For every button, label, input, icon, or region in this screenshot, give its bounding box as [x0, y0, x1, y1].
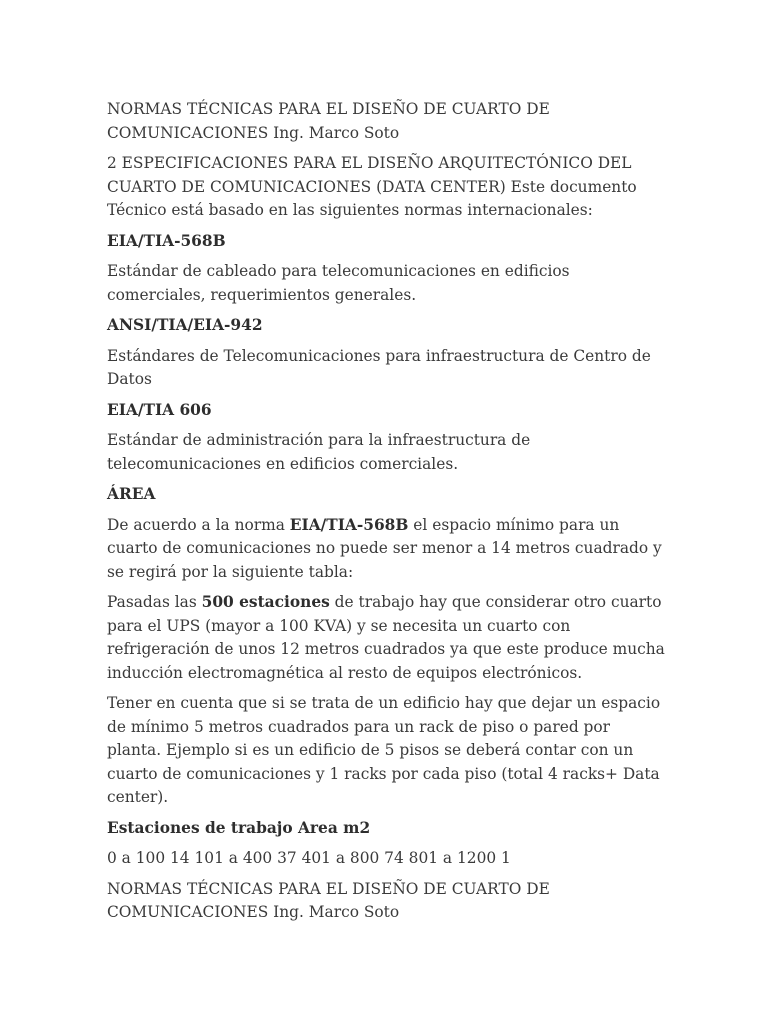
area-paragraph-building: Tener en cuenta que si se trata de un edificio hay que dejar un espacio de mínimo 5 metros cuadrados para un rack de piso o pared por planta. Ejemplo si es un edificio de 5 pisos se deberá contar con un cuarto de comunicaciones y 1 racks por cada piso (total 4 racks+ Data center). — [107, 694, 661, 806]
area-p2-text-after: de trabajo hay que considerar otro cuarto para el UPS (mayor a 100 KVA) y se necesita un cuarto con refrigeración de unos 12 metros cuadrados ya que este produce mucha inducción electromagnética al resto de equipos electrónicos. — [107, 593, 665, 682]
area-p2-text-before: Pasadas las — [107, 593, 202, 611]
standard-description-568b: Estándar de cableado para telecomunicaciones en edificios comerciales, requerimientos generales. — [107, 262, 570, 304]
area-paragraph-norm — [107, 514, 667, 585]
area-p2-stations: 500 estaciones — [201, 593, 330, 611]
area-p1-norm-code: EIA/TIA-568B — [289, 515, 409, 534]
area-table-row: 0 a 100 14 101 a 400 37 401 a 800 74 801 a 1200 1 — [107, 849, 511, 867]
standard-code-568b: EIA/TIA-568B — [107, 231, 226, 250]
standard-code-942: ANSI/TIA/EIA-942 — [107, 316, 263, 334]
area-table-header: Estaciones de trabajo Area m2 — [107, 818, 371, 837]
area-p1-text-before: De acuerdo a la norma — [107, 515, 290, 534]
standard-description-942: Estándares de Telecomunicaciones para infraestructura de Centro de Datos — [107, 346, 651, 388]
document-title: NORMAS TÉCNICAS PARA EL DISEÑO DE CUARTO DE COMUNICACIONES Ing. Marco Soto — [107, 100, 550, 142]
document-footer: NORMAS TÉCNICAS PARA EL DISEÑO DE CUARTO DE COMUNICACIONES Ing. Marco Soto — [107, 879, 550, 921]
standard-code-606: EIA/TIA 606 — [107, 400, 212, 419]
intro-paragraph: 2 ESPECIFICACIONES PARA EL DISEÑO ARQUITECTÓNICO DEL CUARTO DE COMUNICACIONES (DATA CENTER) Este documento Técnico está basado en las siguientes normas internacionales: — [107, 154, 637, 219]
document-page — [107, 98, 667, 932]
standard-description-606: Estándar de administración para la infraestructura de telecomunicaciones en edificios comerciales. — [107, 431, 531, 473]
area-paragraph-stations — [107, 591, 667, 685]
area-p1-text-after: el espacio mínimo para un cuarto de comunicaciones no puede ser menor a 14 metros cuadrado y se regirá por la siguiente tabla: — [107, 515, 662, 581]
area-heading: ÁREA — [107, 485, 156, 503]
